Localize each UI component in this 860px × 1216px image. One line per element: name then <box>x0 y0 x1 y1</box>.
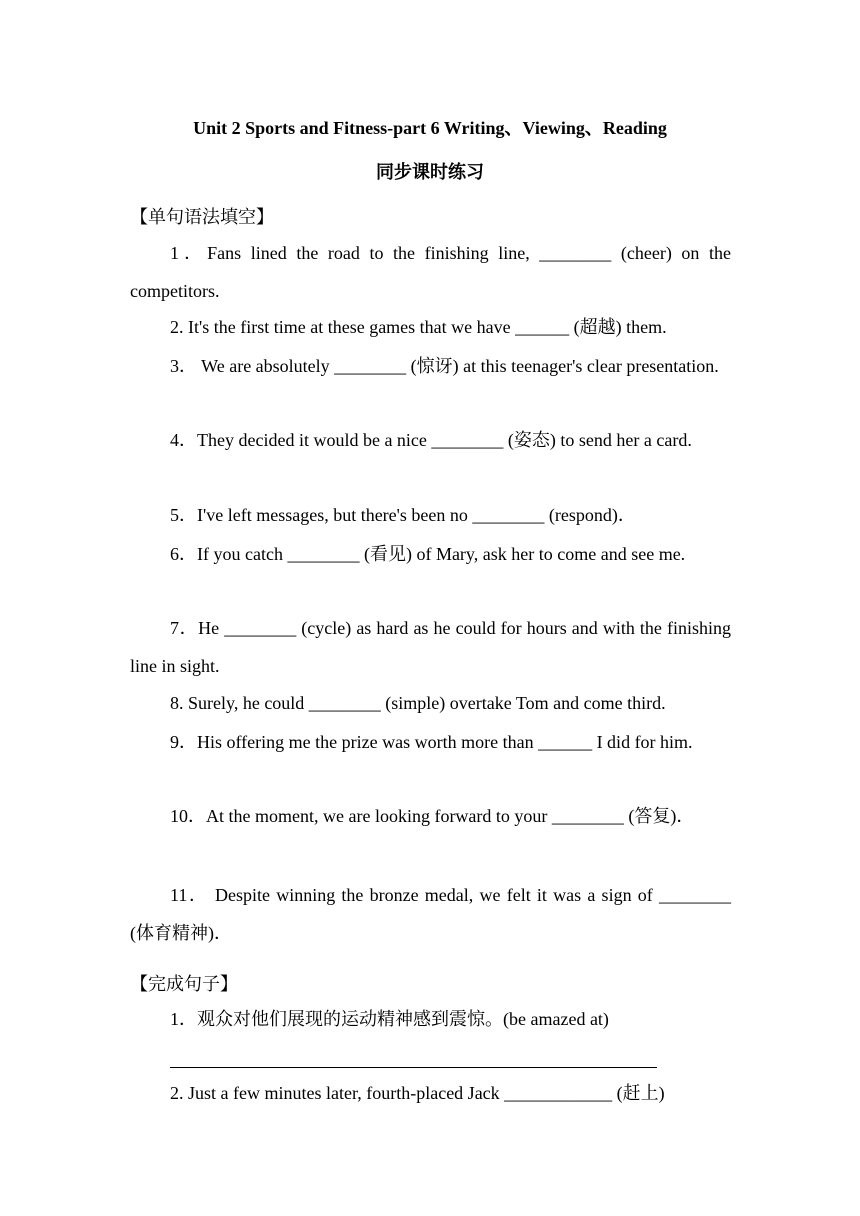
question-item: 1．观众对他们展现的运动精神感到震惊。(be amazed at) <box>170 1009 609 1029</box>
question-item: 1．Fans lined the road to the finishing line, ________ (cheer) on the competitors. <box>130 243 731 301</box>
question-item: 10．At the moment, we are looking forward to your ________ (答复)． <box>170 806 695 826</box>
answer-blank-line <box>170 1067 657 1068</box>
section-heading-grammar-fill: 【单句语法填空】 <box>130 207 274 227</box>
question-item: 3． We are absolutely ________ (惊讶) at this teenager's clear presentation. <box>170 356 719 376</box>
question-item: 5．I've left messages, but there's been no ________ (respond)． <box>170 505 636 525</box>
question-item: 6．If you catch ________ (看见) of Mary, ask her to come and see me. <box>170 544 686 564</box>
question-item: 2. It's the first time at these games that we have ______ (超越) them. <box>170 317 667 337</box>
question-item: 2. Just a few minutes later, fourth-placed Jack ____________ (赶上) <box>170 1083 665 1103</box>
question-item: 11． Despite winning the bronze medal, we felt it was a sign of ________ (体育精神)． <box>130 885 731 943</box>
question-item: 8. Surely, he could ________ (simple) overtake Tom and come third. <box>170 693 666 713</box>
document-title: Unit 2 Sports and Fitness-part 6 Writing、Viewing、Reading <box>193 118 667 138</box>
question-item: 9．His offering me the prize was worth more than ______ I did for him. <box>170 732 693 752</box>
section-heading-complete-sentences: 【完成句子】 <box>130 974 238 994</box>
document-subtitle: 同步课时练习 <box>376 162 484 182</box>
question-item: 7．He ________ (cycle) as hard as he could for hours and with the finishing line in sight. <box>130 618 731 676</box>
question-item: 4．They decided it would be a nice ________ (姿态) to send her a card. <box>170 430 692 450</box>
